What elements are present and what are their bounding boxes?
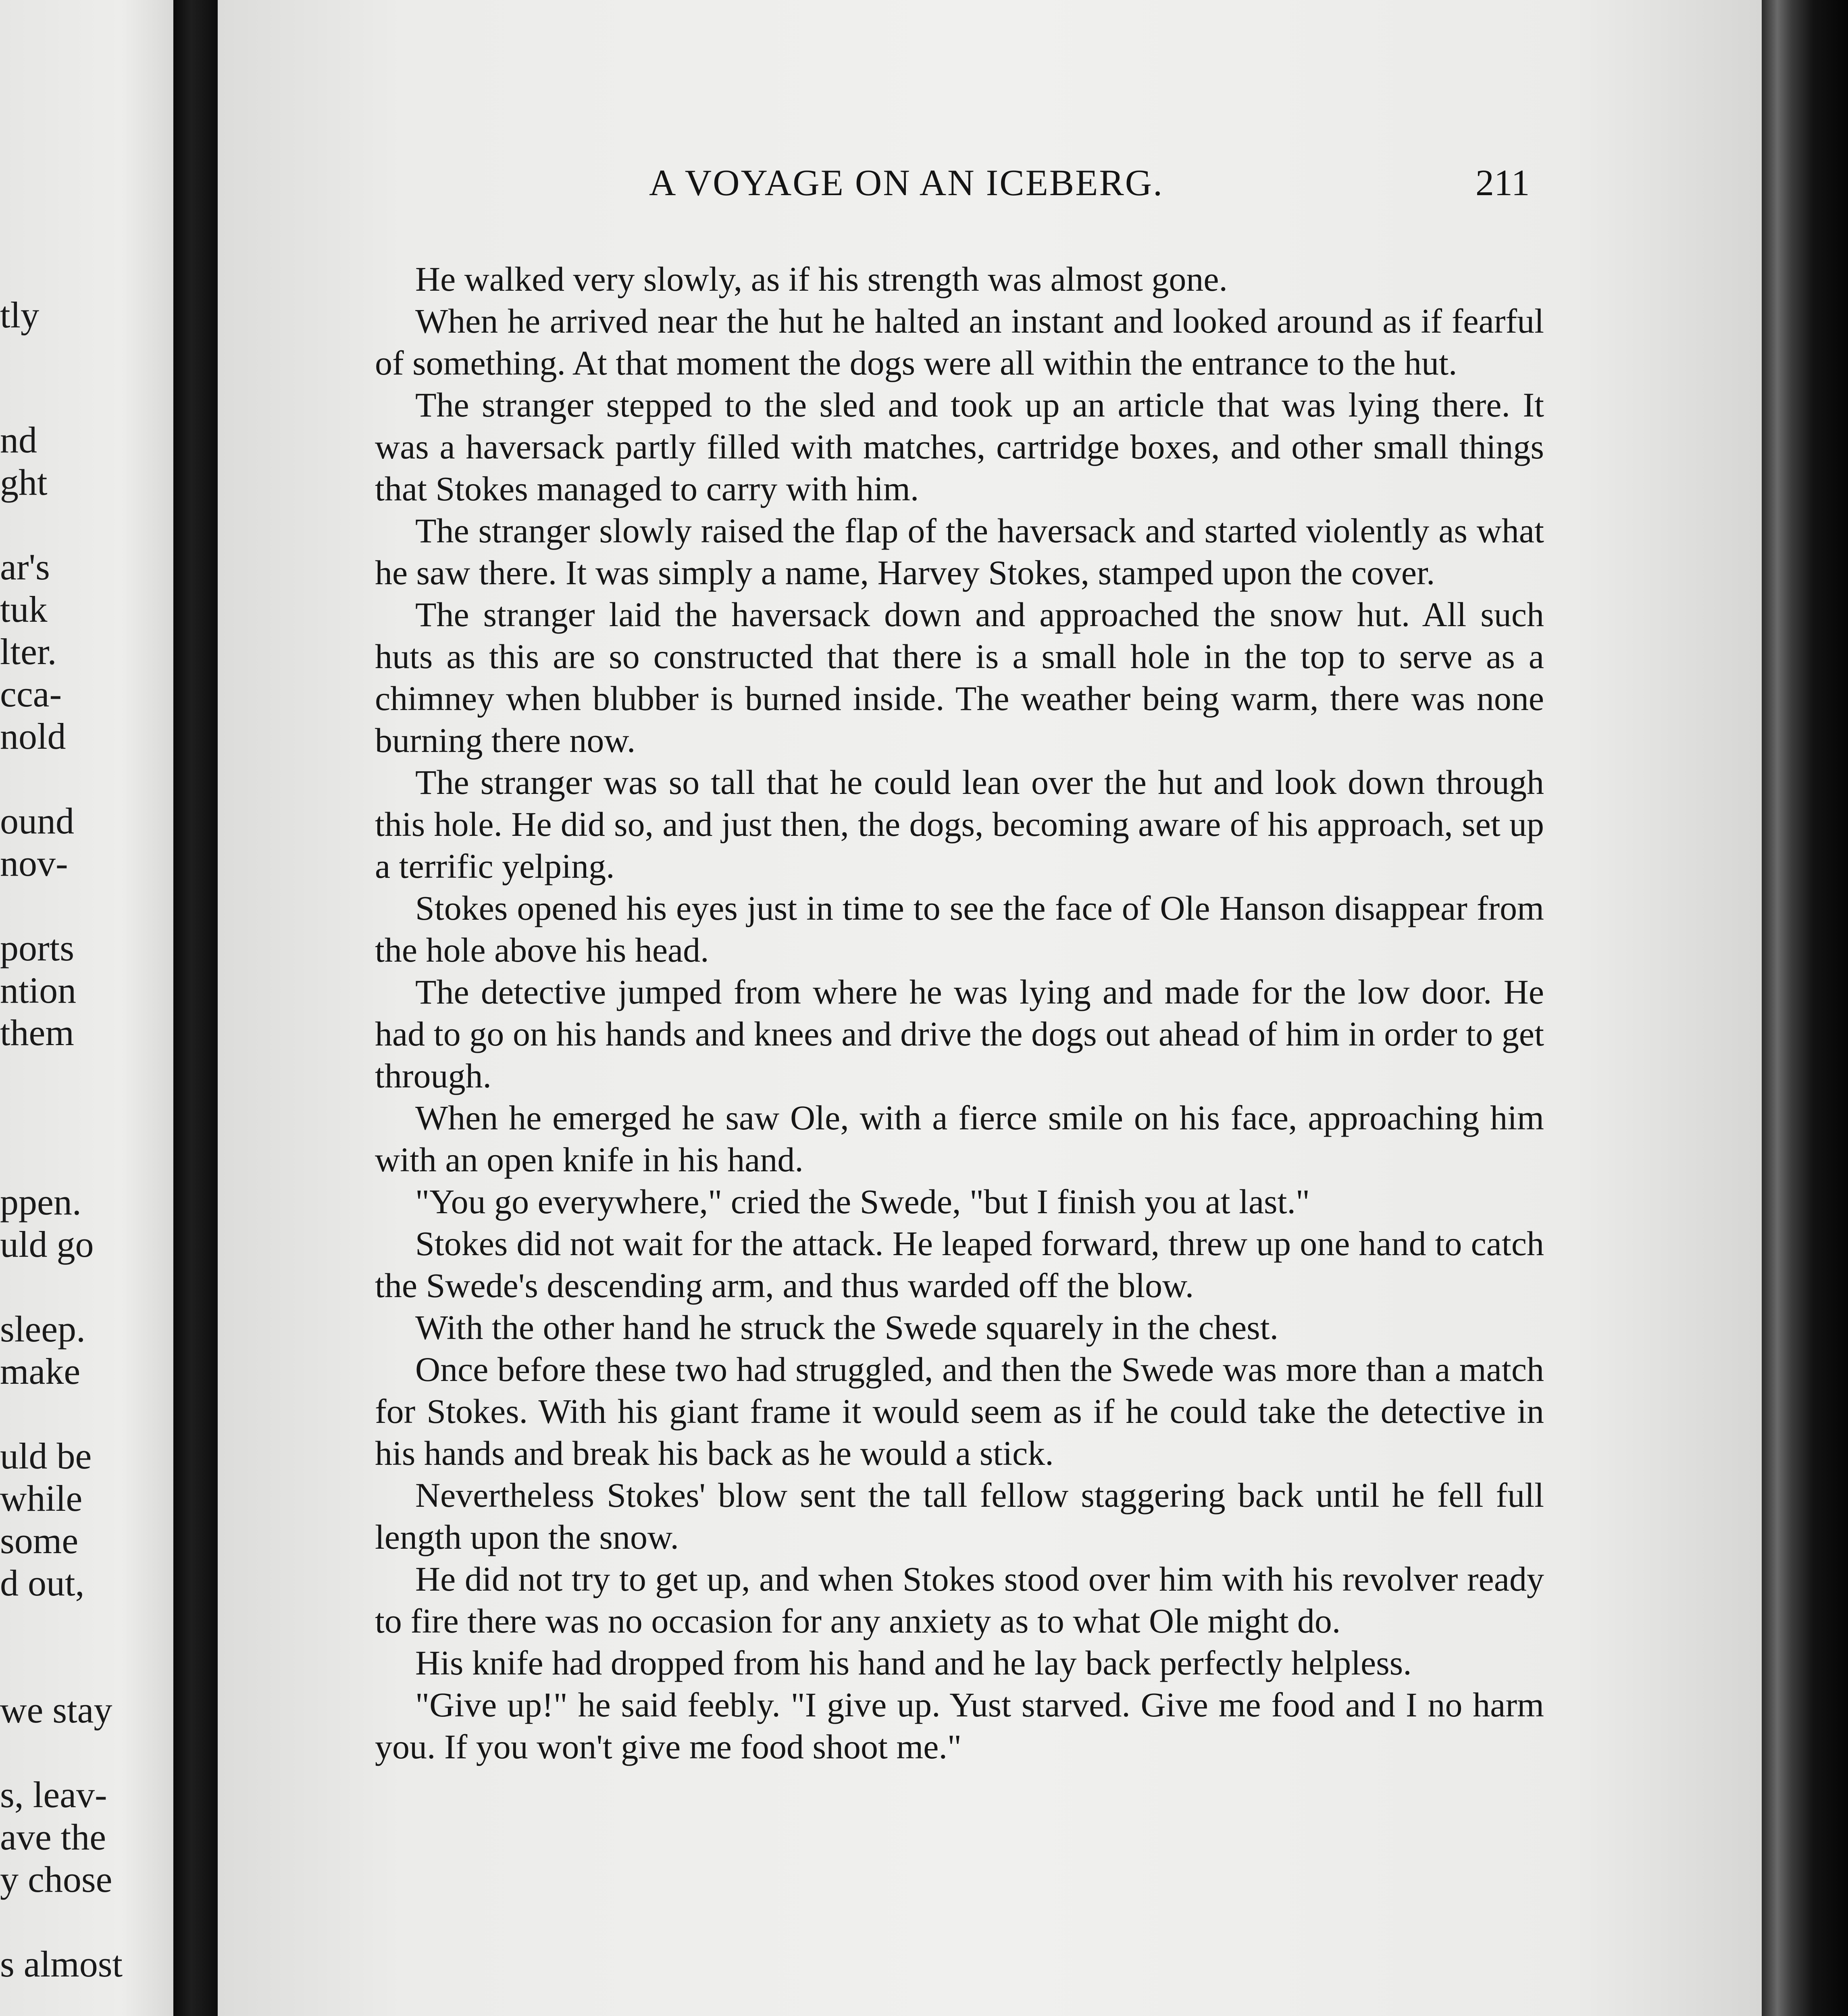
previous-page-fragment: s, leav- bbox=[0, 1774, 107, 1815]
previous-page-fragment: uld be bbox=[0, 1435, 92, 1477]
previous-page-fragment: nov- bbox=[0, 843, 68, 884]
previous-page-fragment: ppen. bbox=[0, 1181, 81, 1223]
previous-page-fragment: ound bbox=[0, 800, 74, 841]
paragraph: When he emerged he saw Ole, with a fierce smile on his face, approaching him with an open knife in his hand. bbox=[375, 1098, 1544, 1179]
previous-page-fragment: sleep. bbox=[0, 1308, 86, 1350]
paragraph: The detective jumped from where he was lying and made for the low door. He had to go on his hands and knees and drive the dogs out ahead of him in order to get through. bbox=[375, 973, 1544, 1095]
previous-page-fragment: d out, bbox=[0, 1562, 85, 1604]
paragraph: The stranger laid the haversack down and approached the snow hut. All such huts as this are so constructed that there is a small hole in the top to serve as a chimney when blubber is burned inside. The weather being warm, there was none burning there now. bbox=[375, 595, 1544, 760]
previous-page-fragment: them bbox=[0, 1012, 74, 1053]
previous-page-fragment: y chose bbox=[0, 1859, 112, 1900]
previous-page-edge bbox=[0, 0, 173, 2016]
paragraph: His knife had dropped from his hand and he lay back perfectly helpless. bbox=[415, 1643, 1412, 1682]
previous-page-fragment: cca- bbox=[0, 673, 62, 714]
paragraph: The stranger stepped to the sled and took up an article that was lying there. It was a haversack partly filled with matches, cartridge boxes, and other small things that Stokes managed to carry with him. bbox=[375, 385, 1544, 508]
previous-page-fragment: s almost bbox=[0, 1943, 123, 1985]
paragraph: The stranger slowly raised the flap of the haversack and started violently as what he saw there. It was simply a name, Harvey Stokes, stamped upon the cover. bbox=[375, 511, 1544, 592]
previous-page-fragment: nd bbox=[0, 419, 37, 460]
paragraph: Stokes opened his eyes just in time to see the face of Ole Hanson disappear from the hole above his head. bbox=[375, 889, 1544, 969]
paragraph: Nevertheless Stokes' blow sent the tall fellow staggering back until he fell full length upon the snow. bbox=[375, 1476, 1544, 1556]
previous-page-fragment: ar's bbox=[0, 546, 50, 587]
previous-page-fragment: while bbox=[0, 1478, 83, 1519]
previous-page-fragment: make bbox=[0, 1351, 81, 1392]
paragraph: Stokes did not wait for the attack. He leaped forward, threw up one hand to catch the Swede's descending arm, and thus warded off the blow. bbox=[375, 1224, 1544, 1305]
previous-page-fragment: uld go bbox=[0, 1224, 94, 1265]
previous-page-fragment: nold bbox=[0, 716, 66, 757]
paragraph: "You go everywhere," cried the Swede, "but I finish you at last." bbox=[415, 1182, 1310, 1221]
paragraph: With the other hand he struck the Swede squarely in the chest. bbox=[415, 1308, 1279, 1347]
paragraph: He did not try to get up, and when Stokes stood over him with his revolver ready to fire there was no occasion for any anxiety as to what Ole might do. bbox=[375, 1560, 1544, 1640]
previous-page-fragment: we stay bbox=[0, 1689, 112, 1731]
previous-page-fragment: ntion bbox=[0, 970, 77, 1011]
previous-page-fragment: lter. bbox=[0, 631, 57, 672]
previous-page-fragment: ght bbox=[0, 462, 48, 503]
previous-page-fragment: tly bbox=[0, 294, 40, 335]
previous-page-fragment: ports bbox=[0, 927, 74, 968]
paragraph: When he arrived near the hut he halted an instant and looked around as if fearful of something. At that moment the dogs were all within the entrance to the hut. bbox=[375, 302, 1544, 382]
page-number: 211 bbox=[1475, 162, 1530, 203]
previous-page-fragment: some bbox=[0, 1520, 79, 1561]
body-text bbox=[375, 258, 1544, 1768]
book-page bbox=[218, 0, 1762, 2016]
previous-page-fragment: tuk bbox=[0, 589, 48, 630]
paragraph: "Give up!" he said feebly. "I give up. Yust starved. Give me food and I no harm you. If you won't give me food shoot me." bbox=[375, 1685, 1544, 1766]
book-spine bbox=[173, 0, 218, 2016]
running-head: A VOYAGE ON AN ICEBERG. bbox=[649, 162, 1164, 203]
paragraph: Once before these two had struggled, and then the Swede was more than a match for Stokes. With his giant frame it would seem as if he could take the detective in his hands and break his back as he would a stick. bbox=[375, 1350, 1544, 1472]
page-header bbox=[218, 161, 1762, 210]
book-binding-edge bbox=[1762, 0, 1848, 2016]
paragraph: He walked very slowly, as if his strength was almost gone. bbox=[415, 260, 1228, 298]
paragraph: The stranger was so tall that he could lean over the hut and look down through this hole. He did so, and just then, the dogs, becoming aware of his approach, set up a terrific yelping. bbox=[375, 763, 1544, 885]
previous-page-fragment: ave the bbox=[0, 1816, 106, 1858]
